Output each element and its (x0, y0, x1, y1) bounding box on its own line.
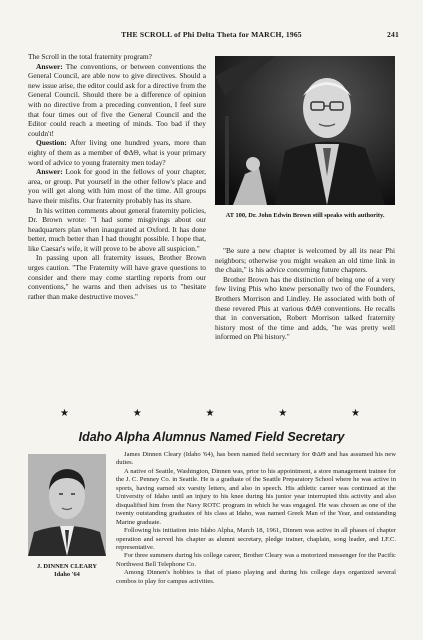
paragraph (28, 62, 206, 139)
star-icon: ★ (60, 408, 69, 419)
page-number: 241 (387, 30, 399, 39)
paragraph (116, 468, 396, 527)
left-column (28, 52, 206, 301)
photo-caption: AT 100, Dr. John Edwin Brown still speaks with authority. (225, 212, 385, 219)
paragraph-text: "Be sure a new chapter is welcomed by all its near Phi neighbors; otherwise you might weaken an old time link in the chain," is his advice concerning future chapters. (215, 246, 395, 275)
paragraph (116, 527, 396, 552)
paragraph-text: After living one hundred years, more than eighty of them as a member of ΦΔΘ, what is your primary word of advice to young fraternity men today? (28, 138, 206, 167)
portrait-photo-cleary (28, 454, 106, 556)
paragraph (215, 246, 395, 275)
paragraph-text: Among Dinnen's hobbies is that of piano playing and during his college days organized several combos to play for campus activities. (116, 569, 396, 585)
article-body (116, 451, 396, 586)
paragraph (116, 569, 396, 586)
paragraph (28, 253, 206, 301)
portrait-photo-brown (215, 56, 395, 205)
paragraph-text: A native of Seattle, Washington, Dinnen was, prior to his appointment, a store management trainee for the J. C. Penney Co. in Seattle. He is a graduate of the Seattle Preparatory School where he was active in sports, having earned six varsity letters, and also in speech. His athletic career was continued at the University of Idaho until an injury to his knee during his junior year interrupted this activity and also disqualified him from the Navy ROTC program in which he was engaged. He was chosen as one of the twenty outstanding graduates of his class at Idaho, was named Greek Man of the Year, and outstanding Marine graduate. (116, 467, 396, 526)
paragraph (116, 552, 396, 569)
paragraph-text: Following his initiation into Idaho Alpha, March 18, 1961, Dinnen was active in all phases of chapter operation and served his chapter as alumni secretary, pledge trainer, chaplain, song leader, and I.F.C. representative. (116, 527, 396, 551)
paragraph (28, 167, 206, 205)
star-separator (60, 408, 360, 420)
question-label: Question: (36, 138, 67, 148)
paragraph-text: James Dinnen Cleary (Idaho '64), has been named field secretary for ΦΔΘ and has assumed his new duties. (116, 451, 396, 467)
article-headline: Idaho Alpha Alumnus Named Field Secretary (78, 430, 345, 444)
answer-label: Answer: (36, 61, 63, 71)
photo-image (215, 56, 395, 205)
paragraph-text: The conventions, or between conventions the General Council, are able now to give directives. Should a new issue arise, the editor could ask for a directive from the General Council. Should there be a difference of opinion with no directive from a preceding convention, I feel sure that four times out of five the General Council and the Editor could reach a meeting of minds. Too bad if they couldn't! (28, 61, 206, 138)
answer-label: Answer: (36, 167, 63, 177)
paragraph (28, 206, 206, 254)
star-icon: ★ (205, 408, 215, 419)
caption-chapter: Idaho '64 (54, 570, 80, 578)
paragraph-text: Brother Brown has the distinction of being one of a very few living Phis who knew personally two of the Founders, Brothers Morrison and Lindley. He associated with both of these revered Phis at various ΦΔΘ conventions. He recalls that in conversation, Robert Morrison talked fraternity history most of the time and adds, "he was pretty well informed on Phi history." (215, 274, 395, 342)
photo-caption (24, 563, 110, 579)
star-icon: ★ (278, 408, 288, 419)
paragraph (116, 451, 396, 468)
star-icon: ★ (132, 408, 142, 419)
paragraph-text: For three summers during his college career, Brother Cleary was a motorized messenger for the Pacific Northwest Bell Telephone Co. (116, 552, 396, 568)
paragraph (28, 138, 206, 167)
paragraph (28, 52, 206, 62)
caption-name: J. DINNEN CLEARY (37, 563, 97, 570)
running-title: THE SCROLL of Phi Delta Theta for MARCH, 1965 (121, 30, 302, 39)
paragraph (215, 275, 395, 342)
running-header (18, 30, 405, 42)
paragraph-text: The Scroll in the total fraternity program? (28, 52, 152, 61)
star-icon: ★ (351, 408, 360, 419)
photo-image (28, 454, 106, 556)
right-column (215, 246, 395, 342)
paragraph-text: In passing upon all fraternity issues, Brother Brown urges caution. "The Fraternity will have grave questions to consider and there may come startling reports from our conventions," he warns and then advises us to "hesitate rather than make destructive moves." (28, 253, 206, 301)
paragraph-text: In his written comments about general fraternity policies, Dr. Brown wrote: "I had some misgivings about our headquarters plan when inaugurated at Oxford. It has done better, much better than I had thought possible. I hope that, like Caesar's wife, it will prove to be above all suspicion." (28, 205, 206, 253)
paragraph-text: Look for good in the fellows of your chapter, area, or group. Put yourself in the other fellow's place and you will get along with him most of the time. All groups have their misfits. Our fraternity probably has its share. (28, 167, 206, 205)
